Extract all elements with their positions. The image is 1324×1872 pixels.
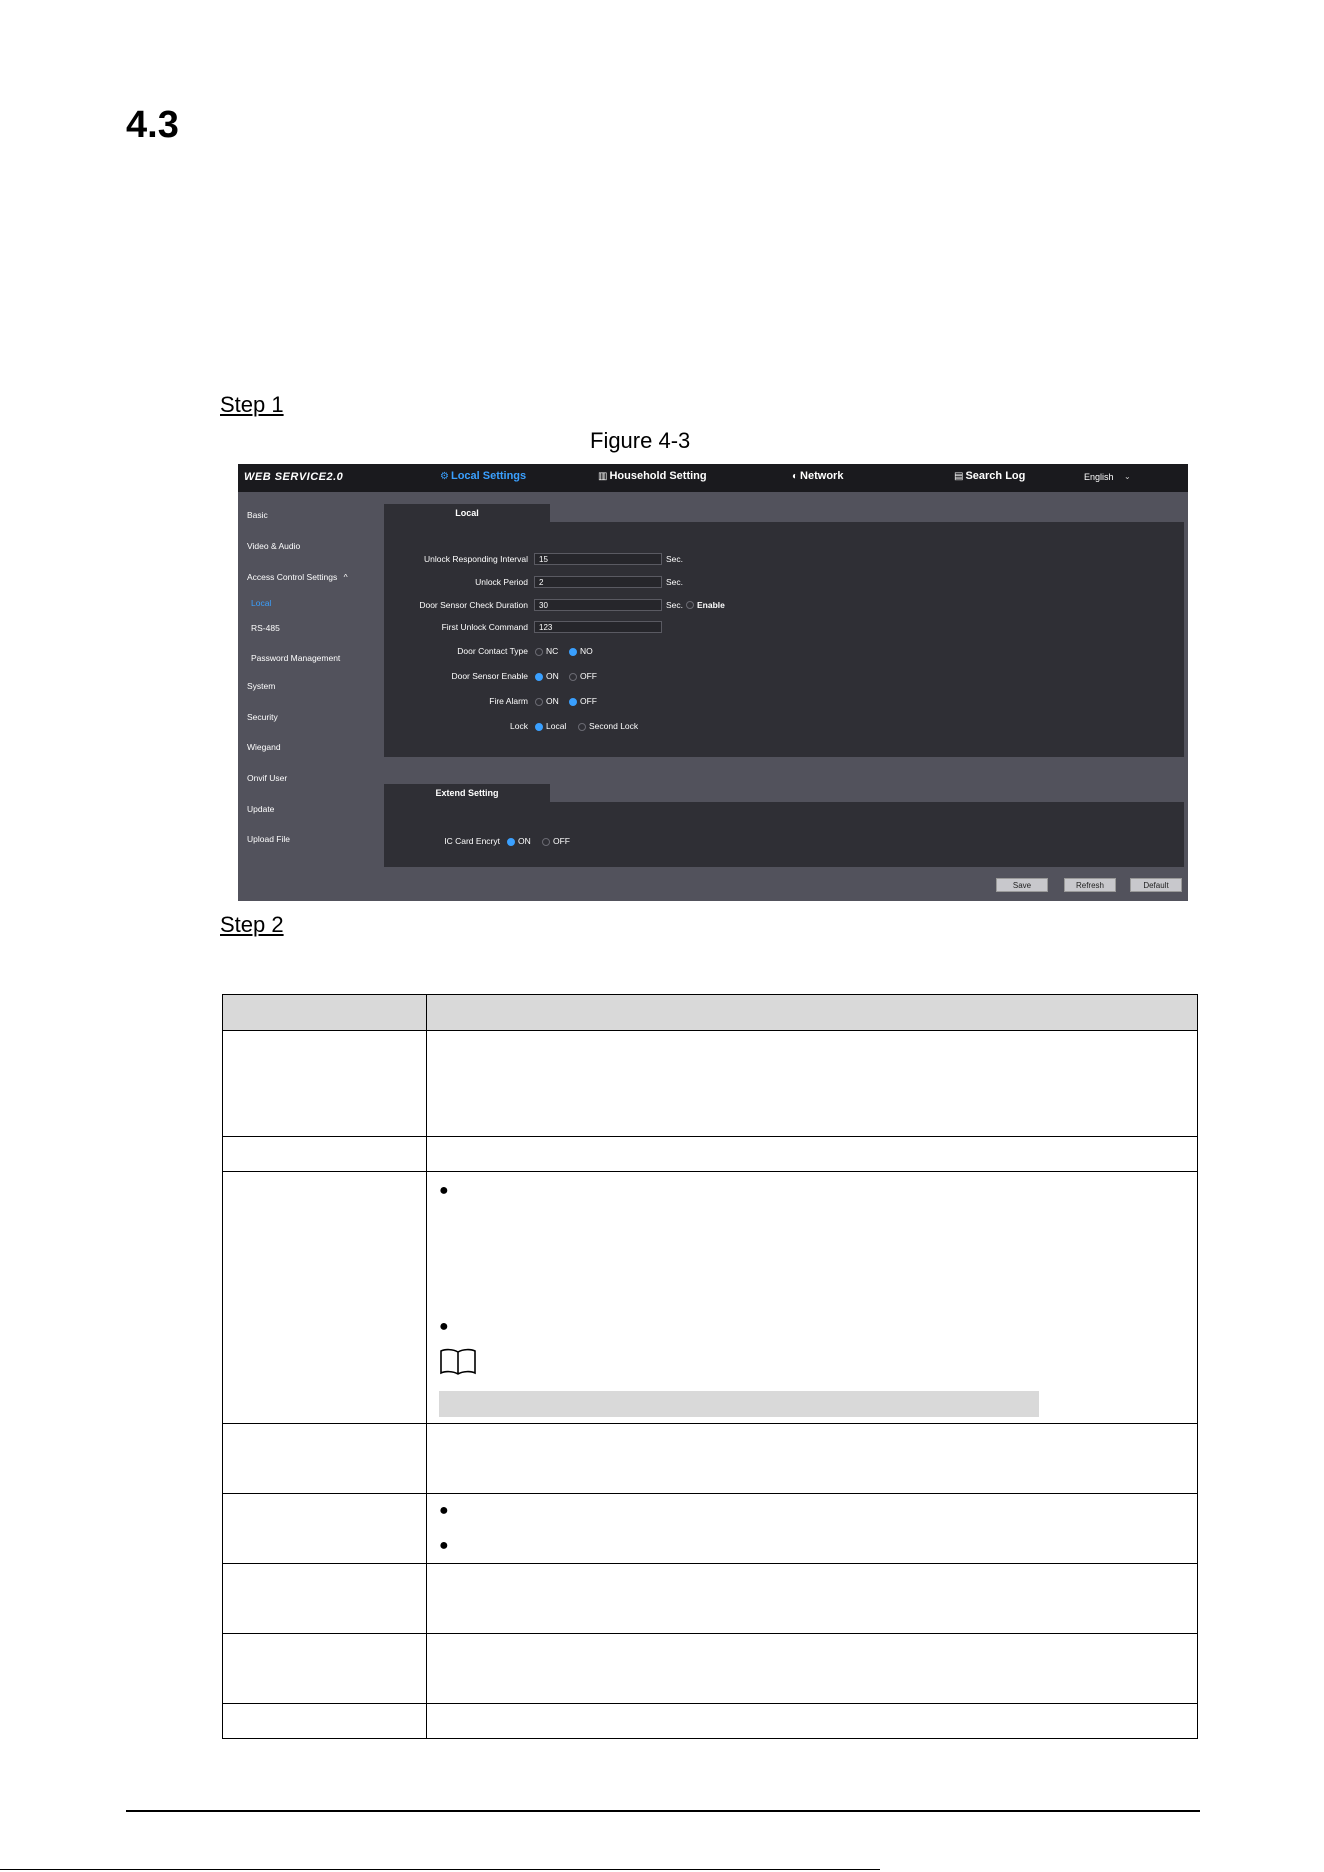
- bullet-icon: ●: [439, 1318, 449, 1335]
- ic-card-off-radio[interactable]: [542, 838, 550, 846]
- sidebar-item-video-audio[interactable]: Video & Audio: [247, 541, 301, 551]
- lock-second-radio[interactable]: [578, 723, 586, 731]
- door-sensor-duration-label: Door Sensor Check Duration: [419, 600, 528, 610]
- sidebar-item-upload-file[interactable]: Upload File: [247, 834, 290, 844]
- first-unlock-label: First Unlock Command: [441, 622, 528, 632]
- default-button[interactable]: Default: [1130, 878, 1182, 892]
- door-sensor-off-radio[interactable]: [569, 673, 577, 681]
- nav-household-setting-label: Household Setting: [609, 470, 707, 482]
- door-contact-nc-label: NC: [546, 646, 559, 656]
- sidebar-item-onvif-user[interactable]: Onvif User: [247, 773, 288, 783]
- save-button[interactable]: Save: [996, 878, 1048, 892]
- sidebar-item-basic[interactable]: Basic: [247, 510, 268, 520]
- door-contact-no-label: NO: [580, 646, 593, 656]
- top-navigation-bar: [238, 464, 1188, 492]
- enable-checkbox[interactable]: [686, 601, 694, 609]
- fire-alarm-off-radio[interactable]: [569, 698, 577, 706]
- sidebar-item-local[interactable]: Local: [251, 598, 272, 608]
- figure-caption: Figure 4-3: [590, 428, 691, 453]
- sidebar-item-system[interactable]: System: [247, 681, 276, 691]
- chevron-down-icon[interactable]: ⌄: [1124, 472, 1131, 481]
- footer-rule: [126, 1810, 1200, 1812]
- column-divider: [426, 995, 427, 1738]
- row-divider: [223, 1136, 1197, 1137]
- globe-icon: ◐: [792, 471, 799, 482]
- row-divider: [223, 1171, 1197, 1172]
- ic-card-on-radio[interactable]: [507, 838, 515, 846]
- door-contact-no-radio[interactable]: [569, 648, 577, 656]
- first-unlock-input[interactable]: 123: [534, 621, 662, 633]
- row-divider: [223, 1493, 1197, 1494]
- nav-local-settings-label: Local Settings: [450, 470, 527, 482]
- tab-local[interactable]: Local: [384, 504, 550, 522]
- ic-card-encrypt-label: IC Card Encryt: [444, 836, 500, 846]
- unlock-interval-input[interactable]: 15: [534, 553, 662, 565]
- unlock-interval-label: Unlock Responding Interval: [424, 554, 528, 564]
- unlock-interval-unit: Sec.: [666, 554, 684, 564]
- fire-alarm-label: Fire Alarm: [489, 696, 528, 706]
- row-divider: [223, 1423, 1197, 1424]
- extend-settings-panel: [384, 802, 1184, 867]
- ic-card-off-label: OFF: [553, 836, 570, 846]
- lock-second-label: Second Lock: [589, 721, 639, 731]
- door-sensor-off-label: OFF: [580, 671, 597, 681]
- step-2-label: Step 2: [220, 912, 284, 937]
- sidebar-item-password-management[interactable]: Password Management: [251, 653, 341, 663]
- web-ui-screenshot: [238, 464, 1188, 901]
- sidebar-item-security[interactable]: Security: [247, 712, 278, 722]
- brand-logo: WEB SERVICE2.0: [244, 471, 344, 483]
- book-note-icon: [439, 1347, 477, 1382]
- log-icon: ▤: [954, 471, 964, 482]
- nav-network[interactable]: [792, 470, 843, 482]
- row-divider: [223, 1703, 1197, 1704]
- enable-label: Enable: [697, 600, 725, 610]
- local-settings-panel: [384, 522, 1184, 757]
- row-divider: [223, 1633, 1197, 1634]
- fire-alarm-on-label: ON: [546, 696, 559, 706]
- door-contact-type-label: Door Contact Type: [457, 646, 528, 656]
- lock-label: Lock: [510, 721, 528, 731]
- unlock-period-input[interactable]: 2: [534, 576, 662, 588]
- refresh-button[interactable]: Refresh: [1064, 878, 1116, 892]
- footer-rule-bottom: [0, 1869, 880, 1870]
- step-1-label: Step 1: [220, 392, 284, 417]
- bullet-icon: ●: [439, 1502, 449, 1519]
- door-sensor-duration-input[interactable]: 30: [534, 599, 662, 611]
- door-sensor-on-label: ON: [546, 671, 559, 681]
- door-contact-nc-radio[interactable]: [535, 648, 543, 656]
- nav-search-log[interactable]: [954, 470, 1025, 482]
- row-divider: [223, 1563, 1197, 1564]
- section-number: 4.3: [126, 104, 179, 146]
- nav-search-log-label: Search Log: [965, 470, 1026, 482]
- building-icon: ▥: [598, 471, 608, 482]
- door-sensor-on-radio[interactable]: [535, 673, 543, 681]
- tab-extend-setting[interactable]: Extend Setting: [384, 784, 550, 802]
- chevron-up-icon: ^: [343, 572, 348, 582]
- sidebar-item-update[interactable]: Update: [247, 804, 275, 814]
- fire-alarm-off-label: OFF: [580, 696, 597, 706]
- parameter-table: [222, 994, 1198, 1739]
- note-highlight-bar: [439, 1391, 1039, 1417]
- door-sensor-duration-unit: Sec.: [666, 600, 684, 610]
- sidebar-item-wiegand[interactable]: Wiegand: [247, 742, 281, 752]
- ic-card-on-label: ON: [518, 836, 531, 846]
- bullet-icon: ●: [439, 1537, 449, 1554]
- table-header-row: [223, 995, 1197, 1030]
- nav-network-label: Network: [800, 470, 844, 482]
- door-sensor-enable-label: Door Sensor Enable: [451, 671, 528, 681]
- fire-alarm-on-radio[interactable]: [535, 698, 543, 706]
- sidebar-item-access-control-label: Access Control Settings: [247, 572, 338, 582]
- row-divider: [223, 1030, 1197, 1031]
- gear-icon: ⚙: [440, 471, 449, 482]
- nav-household-setting[interactable]: [598, 470, 707, 482]
- language-select[interactable]: English: [1084, 472, 1114, 482]
- unlock-period-unit: Sec.: [666, 577, 684, 587]
- unlock-period-label: Unlock Period: [475, 577, 528, 587]
- lock-local-label: Local: [546, 721, 567, 731]
- lock-local-radio[interactable]: [535, 723, 543, 731]
- sidebar-item-rs485[interactable]: RS-485: [251, 623, 280, 633]
- bullet-icon: ●: [439, 1182, 449, 1199]
- nav-local-settings[interactable]: [440, 470, 526, 482]
